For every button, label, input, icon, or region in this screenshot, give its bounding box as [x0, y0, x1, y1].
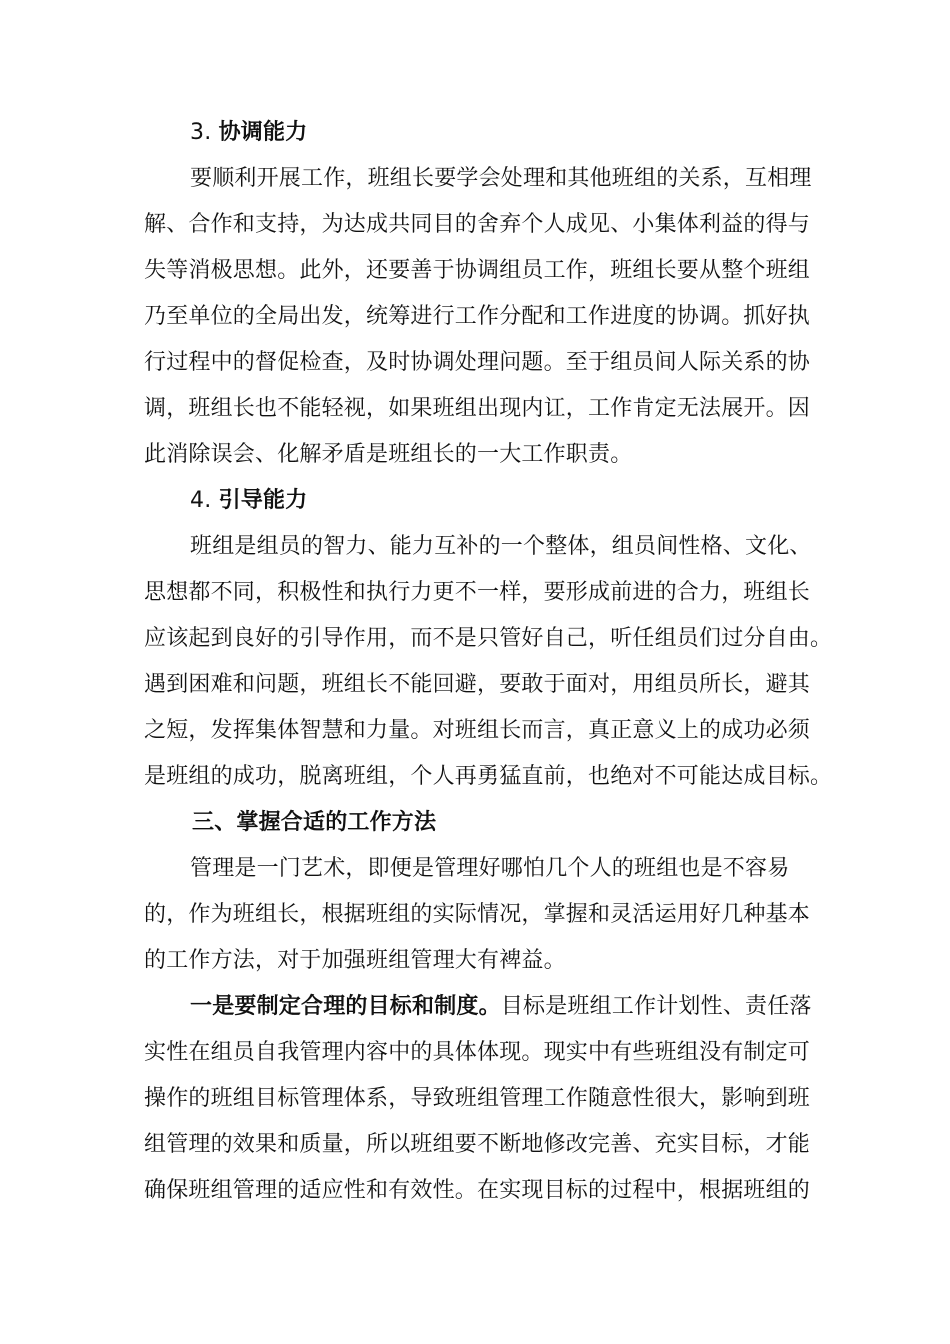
paragraph-line: 要顺利开展工作，班组长要学会处理和其他班组的关系，互相理 [190, 166, 812, 191]
section-3-title: 协调能力 [218, 120, 308, 145]
paragraph-line: 之短，发挥集体智慧和力量。对班组长而言，真正意义上的成功必须 [144, 718, 811, 743]
section-4-title: 引导能力 [218, 488, 308, 513]
paragraph-line: 确保班组管理的适应性和有效性。在实现目标的过程中，根据班组的 [144, 1178, 811, 1203]
paragraph-line: 此消除误会、化解矛盾是班组长的一大工作职责。 [144, 442, 633, 467]
section-3-heading [190, 111, 307, 155]
paragraph-line: 遇到困难和问题，班组长不能回避，要敢于面对，用组员所长，避其 [144, 672, 811, 697]
section-3-number: 3. [190, 120, 212, 145]
section-4-number: 4. [190, 488, 212, 513]
paragraph-line: 乃至单位的全局出发，统筹进行工作分配和工作进度的协调。抓好执 [144, 304, 811, 329]
paragraph-line: 应该起到良好的引导作用，而不是只管好自己，听任组员们过分自由。 [144, 626, 833, 651]
paragraph-line: 思想都不同，积极性和执行力更不一样，要形成前进的合力，班组长 [144, 580, 811, 605]
chapter-heading: 三、掌握合适的工作方法 [192, 810, 437, 835]
paragraph-line: 调，班组长也不能轻视，如果班组出现内讧，工作肯定无法展开。因 [144, 396, 811, 421]
paragraph-line: 操作的班组目标管理体系，导致班组管理工作随意性很大，影响到班 [144, 1086, 811, 1111]
paragraph-line: 失等消极思想。此外，还要善于协调组员工作，班组长要从整个班组 [144, 258, 811, 283]
section-4-heading [190, 479, 307, 523]
point-1-first-line [190, 985, 812, 1029]
paragraph-line: 管理是一门艺术，即便是管理好哪怕几个人的班组也是不容易 [190, 856, 790, 881]
paragraph-line: 是班组的成功，脱离班组，个人再勇猛直前，也绝对不可能达成目标。 [144, 764, 833, 789]
paragraph-line: 行过程中的督促检查，及时协调处理问题。至于组员间人际关系的协 [144, 350, 811, 375]
point-1-text: 目标是班组工作计划性、责任落 [500, 994, 812, 1019]
point-1-lead: 一是要制定合理的目标和制度。 [190, 994, 501, 1019]
paragraph-line: 组管理的效果和质量，所以班组要不断地修改完善、充实目标，才能 [144, 1132, 811, 1157]
paragraph-line: 实性在组员自我管理内容中的具体体现。现实中有些班组没有制定可 [144, 1040, 811, 1065]
paragraph-line: 解、合作和支持，为达成共同目的舍弃个人成见、小集体利益的得与 [144, 212, 811, 237]
paragraph-line: 班组是组员的智力、能力互补的一个整体，组员间性格、文化、 [190, 534, 812, 559]
paragraph-line: 的，作为班组长，根据班组的实际情况，掌握和灵活运用好几种基本 [144, 902, 811, 927]
paragraph-line: 的工作方法，对于加强班组管理大有裨益。 [144, 948, 566, 973]
